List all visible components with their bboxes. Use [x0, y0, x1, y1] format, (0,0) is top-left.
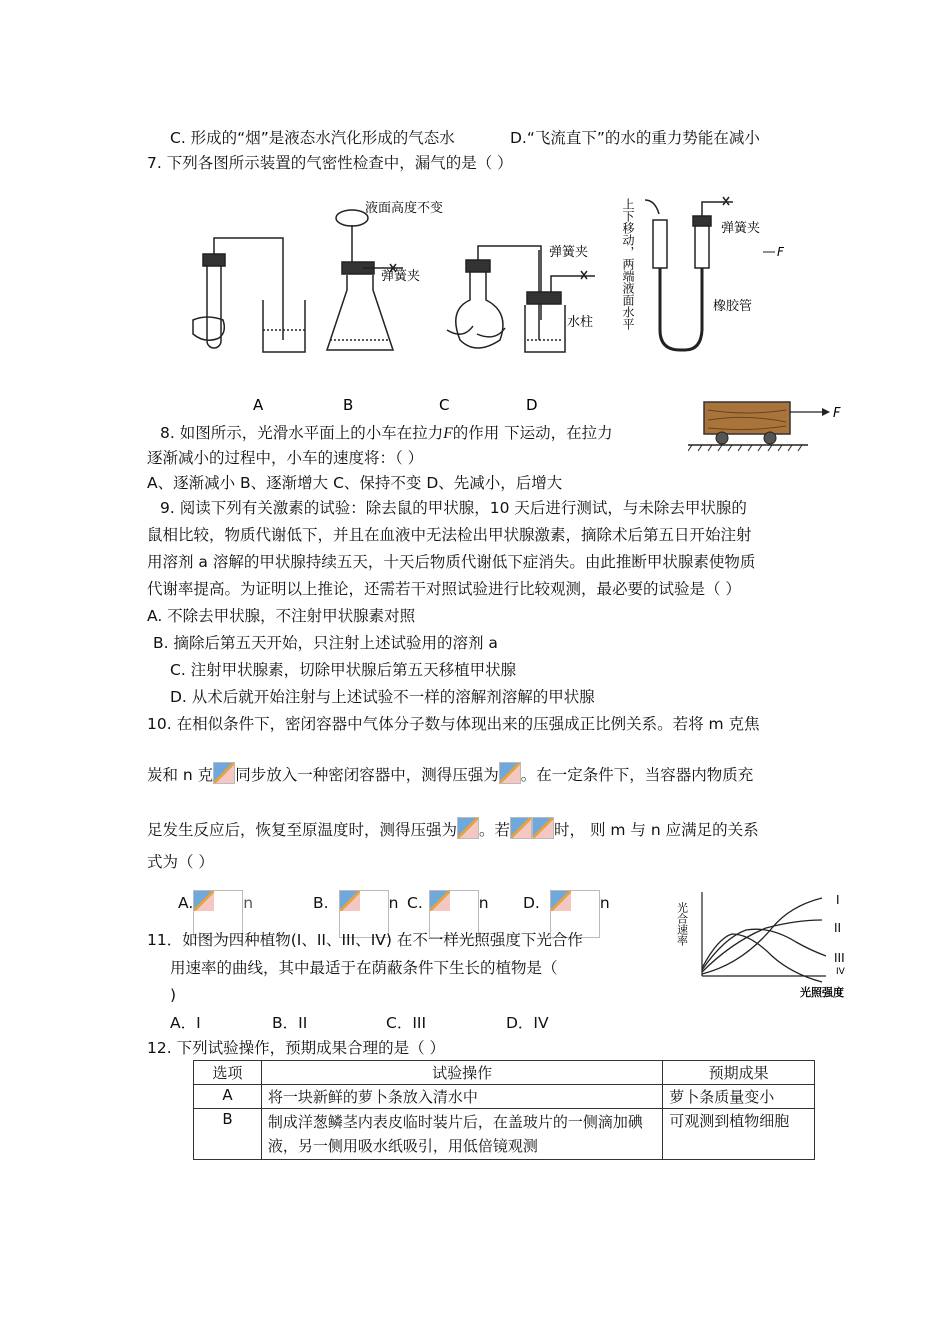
q11-option-b[interactable]: B．II [272, 1014, 308, 1032]
q7-label-clamp-b: 弹簧夹 [381, 269, 421, 284]
q9-option-d: D. 从术后就开始注射与上述试验不一样的溶解剂溶解的甲状腺 [170, 688, 595, 706]
q7-label-water-column: 水柱 [567, 315, 594, 330]
q9-option-a: A. 不除去甲状腺，不注射甲状腺素对照 [147, 607, 416, 625]
q9-stem-line4: 代谢率提高。为证明以上推论，还需若干对照试验进行比较观测，最必要的试验是（ ） [147, 580, 741, 598]
q7-label-liquid-level: 液面高度不变 [365, 201, 444, 216]
table-header-result: 预期成果 [663, 1061, 815, 1085]
q11-stem-line1: 11．如图为四种植物(I、II、III、IV) 在不一样光照强度下光合作 [147, 931, 583, 949]
q8-options: A、逐渐减小 B、逐渐增大 C、保持不变 D、先减小，后增大 [147, 474, 563, 492]
q9-option-b: B. 摘除后第五天开始，只注射上述试验用的溶剂 a [153, 634, 498, 652]
q10-option-c[interactable]: C. n [407, 890, 489, 938]
q8-stem-line2: 逐渐减小的过程中，小车的速度将：（ ） [147, 449, 424, 467]
q6-option-c: C. 形成的“烟”是液态水汽化形成的气态水 [170, 129, 455, 147]
q7-option-d[interactable]: D [526, 396, 538, 410]
q11-curve-label-1: I [836, 893, 840, 907]
q7-label-move: 上下移动，两端液面水平 [621, 198, 635, 330]
q10-option-d[interactable]: D. n [523, 890, 610, 938]
q12-stem: 12. 下列试验操作，预期成果合理的是（ ） [147, 1039, 446, 1057]
q9-stem-line2: 鼠相比较，物质代谢低下，并且在血液中无法检出甲状腺激素，摘除术后第五日开始注射 [147, 526, 752, 544]
formula-image-placeholder [510, 817, 532, 839]
table-row [194, 1085, 815, 1109]
table-row [194, 1109, 815, 1160]
q8-stem-line1: 8. 如图所示，光滑水平面上的小车在拉力F的作用 下运动，在拉力 [160, 424, 613, 442]
q7-apparatus-figure [185, 180, 825, 410]
q10-stem-line1: 10. 在相似条件下，密闭容器中气体分子数与体现出来的压强成正比例关系。若将 m 克焦 [147, 715, 760, 733]
formula-image-placeholder [457, 817, 479, 839]
q11-stem-line2: 用速率的曲线，其中最适于在荫蔽条件下生长的植物是（ [170, 959, 558, 977]
table-cell: A [194, 1085, 262, 1109]
table-cell: B [194, 1109, 262, 1160]
q11-xlabel: 光照强度 [800, 986, 844, 999]
q11-curve-label-3: III [834, 951, 845, 965]
q10-option-a[interactable]: A. n [178, 890, 253, 938]
q7-option-b[interactable]: B [343, 396, 354, 410]
q11-option-c[interactable]: C．III [386, 1014, 427, 1032]
q11-stem-line3: ) [170, 986, 177, 1004]
q7-stem: 7. 下列各图所示装置的气密性检查中，漏气的是（ ） [147, 154, 513, 172]
q10-stem-line2: 炭和 n 克 同步放入一种密闭容器中，测得压强为 。在一定条件下，当容器内物质充 [147, 762, 753, 785]
q10-option-b[interactable]: B. n [313, 890, 398, 938]
q8-cart-figure [688, 398, 848, 458]
q12-table [193, 1060, 815, 1160]
q9-option-c: C. 注射甲状腺素，切除甲状腺后第五天移植甲状腺 [170, 661, 517, 679]
q10-stem-line3: 足发生反应后，恢复至原温度时，测得压强为 。若 时， 则 m 与 n 应满足的关系 [147, 817, 759, 840]
table-cell: 制成洋葱鳞茎内表皮临时装片后，在盖玻片的一侧滴加碘液，另一侧用吸水纸吸引，用低倍镜观测 [261, 1109, 662, 1160]
q11-ylabel: 光合速率 [676, 902, 689, 946]
table-cell: 萝卜条质量变小 [663, 1085, 815, 1109]
q9-stem-line1: 9. 阅读下列有关激素的试验：除去鼠的甲状腺，10 天后进行测试，与未除去甲状腺的 [160, 499, 747, 517]
table-header-row [194, 1061, 815, 1085]
q11-curve-label-4: IV [836, 967, 845, 977]
q11-curve-label-2: II [834, 921, 842, 935]
table-cell: 将一块新鲜的萝卜条放入清水中 [261, 1085, 662, 1109]
q10-stem-line4: 式为（ ） [147, 853, 214, 871]
q7-option-c[interactable]: C [439, 396, 450, 410]
table-cell: 可观测到植物细胞 [663, 1109, 815, 1160]
q9-stem-line3: 用溶剂 a 溶解的甲状腺持续五天，十天后物质代谢低下症消失。由此推断甲状腺素使物质 [147, 553, 756, 571]
q6-option-d: D.“飞流直下”的水的重力势能在减小 [510, 129, 760, 147]
q7-label-clamp-d: 弹簧夹 [721, 221, 761, 236]
q7-label-clamp-c: 弹簧夹 [549, 245, 589, 260]
q11-photosynthesis-graph [676, 888, 866, 1006]
q11-option-d[interactable]: D．IV [506, 1014, 549, 1032]
formula-image-placeholder [532, 817, 554, 839]
q11-option-a[interactable]: A．I [170, 1014, 201, 1032]
table-header-operation: 试验操作 [261, 1061, 662, 1085]
table-header-option: 选项 [194, 1061, 262, 1085]
q7-option-a[interactable]: A [253, 396, 264, 410]
q7-f-label: F [777, 245, 784, 259]
q7-label-rubber-tube: 橡胶管 [713, 299, 753, 314]
q8-f-label: F [833, 406, 841, 421]
formula-image-placeholder [499, 762, 521, 784]
formula-image-placeholder [213, 762, 235, 784]
